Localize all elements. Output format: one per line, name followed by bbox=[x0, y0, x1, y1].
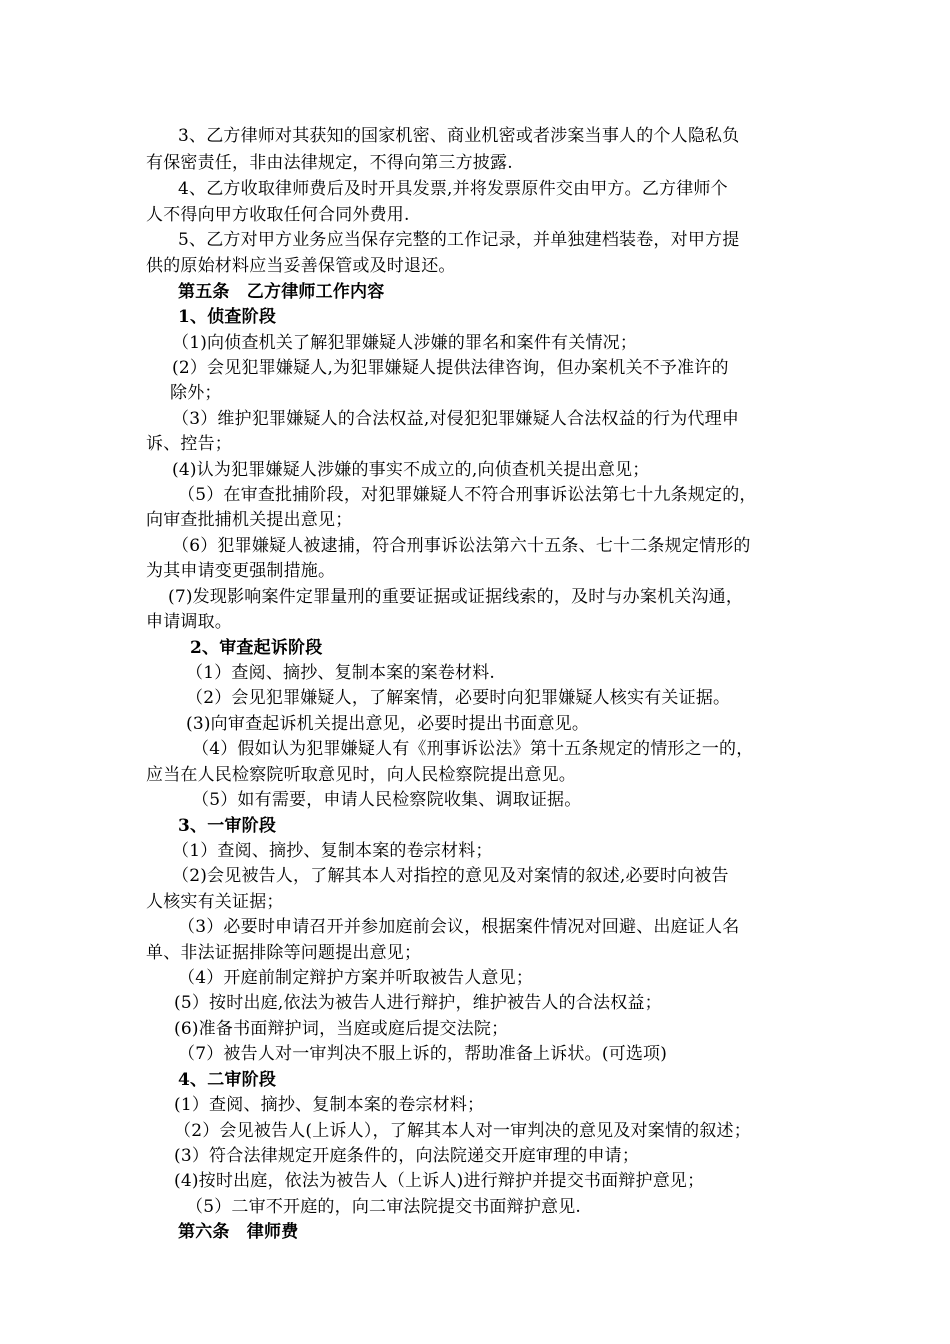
paragraph-line: (4)认为犯罪嫌疑人涉嫌的事实不成立的,向侦查机关提出意见； bbox=[172, 460, 650, 480]
paragraph-line: 3、乙方律师对其获知的国家机密、商业机密或者涉案当事人的个人隐私负 bbox=[178, 126, 740, 146]
subsection-heading: 3、一审阶段 bbox=[178, 816, 277, 836]
paragraph-line: 4、乙方收取律师费后及时开具发票,并将发票原件交由甲方。乙方律师个 bbox=[178, 179, 728, 199]
paragraph-line: （4）假如认为犯罪嫌疑人有《刑事诉讼法》第十五条规定的情形之一的， bbox=[192, 739, 754, 759]
paragraph-line: 单、非法证据排除等问题提出意见； bbox=[146, 943, 422, 963]
paragraph-line: （1）查阅、摘抄、复制本案的卷宗材料； bbox=[172, 841, 493, 861]
subsection-heading: 4、二审阶段 bbox=[178, 1070, 277, 1090]
subsection-heading: 1、侦查阶段 bbox=[178, 307, 277, 327]
paragraph-line: 向审查批捕机关提出意见； bbox=[146, 510, 353, 530]
paragraph-line: 人核实有关证据； bbox=[146, 892, 284, 912]
paragraph-line: （7）被告人对一审判决不服上诉的，帮助准备上诉状。(可选项) bbox=[178, 1044, 668, 1064]
subsection-heading: 2、审查起诉阶段 bbox=[190, 638, 323, 658]
paragraph-line: （2）会见犯罪嫌疑人，了解案情，必要时向犯罪嫌疑人核实有关证据。 bbox=[186, 688, 731, 708]
paragraph-line: (7)发现影响案件定罪量刑的重要证据或证据线索的，及时与办案机关沟通， bbox=[168, 587, 744, 607]
paragraph-line: (3)向审查起诉机关提出意见，必要时提出书面意见。 bbox=[186, 714, 590, 734]
paragraph-line: 人不得向甲方收取任何合同外费用. bbox=[146, 205, 410, 225]
paragraph-line: (1）查阅、摘抄、复制本案的卷宗材料； bbox=[174, 1095, 485, 1115]
paragraph-line: （2)会见被告人，了解其本人对指控的意见及对案情的叙述,必要时向被告 bbox=[172, 866, 729, 886]
paragraph-line: （4）开庭前制定辩护方案并听取被告人意见； bbox=[178, 968, 534, 988]
section-heading: 第五条 乙方律师工作内容 bbox=[178, 282, 385, 302]
paragraph-line: (3）符合法律规定开庭条件的，向法院递交开庭审理的申请； bbox=[174, 1146, 640, 1166]
paragraph-line: （1）查阅、摘抄、复制本案的案卷材料. bbox=[186, 663, 496, 683]
paragraph-line: （2）会见被告人(上诉人），了解其本人对一审判决的意见及对案情的叙述； bbox=[174, 1121, 751, 1141]
paragraph-line: （3）维护犯罪嫌疑人的合法权益,对侵犯犯罪嫌疑人合法权益的行为代理申 bbox=[172, 409, 740, 429]
paragraph-line: (2）会见犯罪嫌疑人,为犯罪嫌疑人提供法律咨询，但办案机关不予准许的 bbox=[172, 358, 729, 378]
paragraph-line: (6)准备书面辩护词，当庭或庭后提交法院； bbox=[174, 1019, 509, 1039]
paragraph-line: （5）在审查批捕阶段，对犯罪嫌疑人不符合刑事诉讼法第七十九条规定的， bbox=[178, 485, 757, 505]
paragraph-line: 5、乙方对甲方业务应当保存完整的工作记录，并单独建档装卷，对甲方提 bbox=[178, 230, 740, 250]
section-heading: 第六条 律师费 bbox=[178, 1222, 299, 1242]
paragraph-line: 除外； bbox=[170, 383, 222, 403]
paragraph-line: 供的原始材料应当妥善保管或及时退还。 bbox=[146, 256, 456, 276]
paragraph-line: (5）按时出庭,依法为被告人进行辩护，维护被告人的合法权益； bbox=[174, 993, 662, 1013]
paragraph-line: 诉、控告； bbox=[146, 434, 232, 454]
paragraph-line: （5）二审不开庭的，向二审法院提交书面辩护意见. bbox=[186, 1197, 582, 1217]
paragraph-line: 申请调取。 bbox=[146, 612, 232, 632]
paragraph-line: （5）如有需要，申请人民检察院收集、调取证据。 bbox=[192, 790, 582, 810]
paragraph-line: （6）犯罪嫌疑人被逮捕，符合刑事诉讼法第六十五条、七十二条规定情形的 bbox=[172, 536, 751, 556]
paragraph-line: 为其申请变更强制措施。 bbox=[146, 561, 336, 581]
paragraph-line: （1)向侦查机关了解犯罪嫌疑人涉嫌的罪名和案件有关情况； bbox=[172, 333, 638, 353]
paragraph-line: 应当在人民检察院听取意见时，向人民检察院提出意见。 bbox=[146, 765, 576, 785]
paragraph-line: 有保密责任，非由法律规定，不得向第三方披露. bbox=[146, 153, 513, 173]
paragraph-line: (4)按时出庭，依法为被告人（上诉人)进行辩护并提交书面辩护意见； bbox=[174, 1171, 705, 1191]
paragraph-line: （3）必要时申请召开并参加庭前会议，根据案件情况对回避、出庭证人名 bbox=[178, 917, 740, 937]
